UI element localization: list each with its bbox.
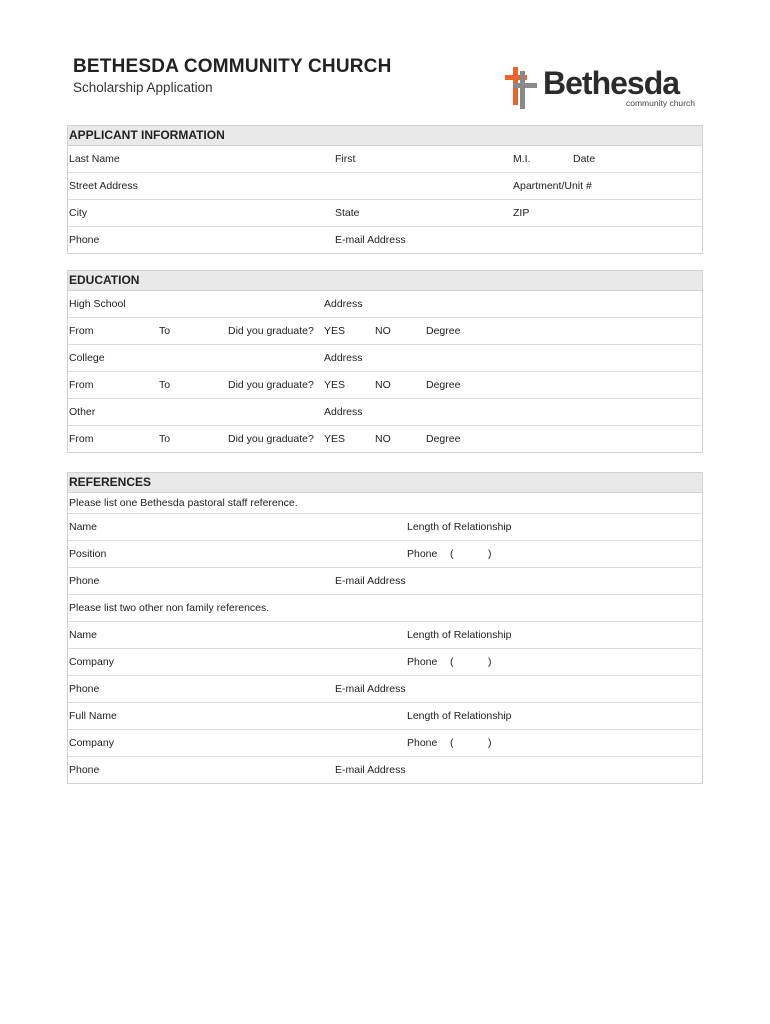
- other-address-field[interactable]: Address: [324, 406, 363, 418]
- applicant-section: [67, 125, 703, 254]
- college-degree-field[interactable]: Degree: [426, 379, 461, 391]
- paren-open: (: [450, 656, 454, 668]
- ref1-email-field[interactable]: E-mail Address: [335, 575, 406, 587]
- ref3-phone2-field[interactable]: Phone: [69, 764, 100, 776]
- city-field[interactable]: City: [69, 207, 88, 219]
- paren-close: ): [488, 656, 492, 668]
- form-row: [68, 200, 702, 227]
- college-address-field[interactable]: Address: [324, 352, 363, 364]
- date-field[interactable]: Date: [573, 153, 596, 165]
- ref2-company-field[interactable]: Company: [69, 656, 114, 668]
- cross-icon: [505, 63, 541, 113]
- college-yes-option[interactable]: YES: [324, 379, 346, 391]
- other-no-option[interactable]: NO: [375, 433, 391, 445]
- form-row: [68, 146, 702, 173]
- form-row: [68, 291, 702, 318]
- college-field[interactable]: College: [69, 352, 105, 364]
- form-row: [68, 649, 702, 676]
- form-row: [68, 426, 702, 452]
- non-family-reference-note: Please list two other non family references.: [69, 602, 270, 614]
- form-row: [68, 345, 702, 372]
- other-yes-option[interactable]: YES: [324, 433, 346, 445]
- hs-to-field[interactable]: To: [159, 325, 171, 337]
- applicant-heading: APPLICANT INFORMATION: [68, 126, 702, 146]
- education-section: [67, 270, 703, 453]
- form-row: [68, 595, 702, 622]
- church-logo: [505, 63, 695, 113]
- ref2-length-field[interactable]: Length of Relationship: [407, 629, 512, 641]
- apartment-field[interactable]: Apartment/Unit #: [513, 180, 592, 192]
- ref3-company-field[interactable]: Company: [69, 737, 114, 749]
- ref1-phone-field[interactable]: Phone: [407, 548, 438, 560]
- ref3-full-name-field[interactable]: Full Name: [69, 710, 117, 722]
- ref3-email-field[interactable]: E-mail Address: [335, 764, 406, 776]
- form-row: [68, 493, 702, 514]
- ref2-email-field[interactable]: E-mail Address: [335, 683, 406, 695]
- paren-close: ): [488, 548, 492, 560]
- form-row: [68, 730, 702, 757]
- ref2-phone2-field[interactable]: Phone: [69, 683, 100, 695]
- hs-degree-field[interactable]: Degree: [426, 325, 461, 337]
- hs-yes-option[interactable]: YES: [324, 325, 346, 337]
- ref3-phone-field[interactable]: Phone: [407, 737, 438, 749]
- form-row: [68, 399, 702, 426]
- college-from-field[interactable]: From: [69, 379, 94, 391]
- form-row: [68, 622, 702, 649]
- form-row: [68, 568, 702, 595]
- high-school-field[interactable]: High School: [69, 298, 126, 310]
- hs-from-field[interactable]: From: [69, 325, 94, 337]
- college-to-field[interactable]: To: [159, 379, 171, 391]
- first-name-field[interactable]: First: [335, 153, 356, 165]
- ref3-length-field[interactable]: Length of Relationship: [407, 710, 512, 722]
- form-row: [68, 514, 702, 541]
- ref1-phone2-field[interactable]: Phone: [69, 575, 100, 587]
- last-name-field[interactable]: Last Name: [69, 153, 120, 165]
- form-row: [68, 372, 702, 399]
- pastoral-reference-note: Please list one Bethesda pastoral staff reference.: [69, 497, 298, 509]
- form-row: [68, 541, 702, 568]
- form-row: [68, 227, 702, 253]
- education-heading: EDUCATION: [68, 271, 702, 291]
- paren-close: ): [488, 737, 492, 749]
- email-field[interactable]: E-mail Address: [335, 234, 406, 246]
- high-school-address-field[interactable]: Address: [324, 298, 363, 310]
- form-row: [68, 676, 702, 703]
- hs-no-option[interactable]: NO: [375, 325, 391, 337]
- ref2-name-field[interactable]: Name: [69, 629, 98, 641]
- state-field[interactable]: State: [335, 207, 360, 219]
- ref1-length-field[interactable]: Length of Relationship: [407, 521, 512, 533]
- college-graduate-label: Did you graduate?: [228, 379, 314, 391]
- other-graduate-label: Did you graduate?: [228, 433, 314, 445]
- paren-open: (: [450, 548, 454, 560]
- other-school-field[interactable]: Other: [69, 406, 96, 418]
- college-no-option[interactable]: NO: [375, 379, 391, 391]
- page-subtitle: Scholarship Application: [73, 80, 213, 95]
- logo-wordmark: Bethesda: [543, 65, 680, 101]
- form-row: [68, 703, 702, 730]
- other-degree-field[interactable]: Degree: [426, 433, 461, 445]
- ref2-phone-field[interactable]: Phone: [407, 656, 438, 668]
- page-title: BETHESDA COMMUNITY CHURCH: [73, 56, 392, 77]
- form-row: [68, 318, 702, 345]
- ref1-name-field[interactable]: Name: [69, 521, 98, 533]
- references-section: [67, 472, 703, 784]
- other-from-field[interactable]: From: [69, 433, 94, 445]
- paren-open: (: [450, 737, 454, 749]
- hs-graduate-label: Did you graduate?: [228, 325, 314, 337]
- form-row: [68, 173, 702, 200]
- phone-field[interactable]: Phone: [69, 234, 100, 246]
- references-heading: REFERENCES: [68, 473, 702, 493]
- middle-initial-field[interactable]: M.I.: [513, 153, 531, 165]
- other-to-field[interactable]: To: [159, 433, 171, 445]
- ref1-position-field[interactable]: Position: [69, 548, 107, 560]
- logo-tagline: community church: [626, 98, 695, 108]
- zip-field[interactable]: ZIP: [513, 207, 530, 219]
- street-address-field[interactable]: Street Address: [69, 180, 138, 192]
- form-row: [68, 757, 702, 783]
